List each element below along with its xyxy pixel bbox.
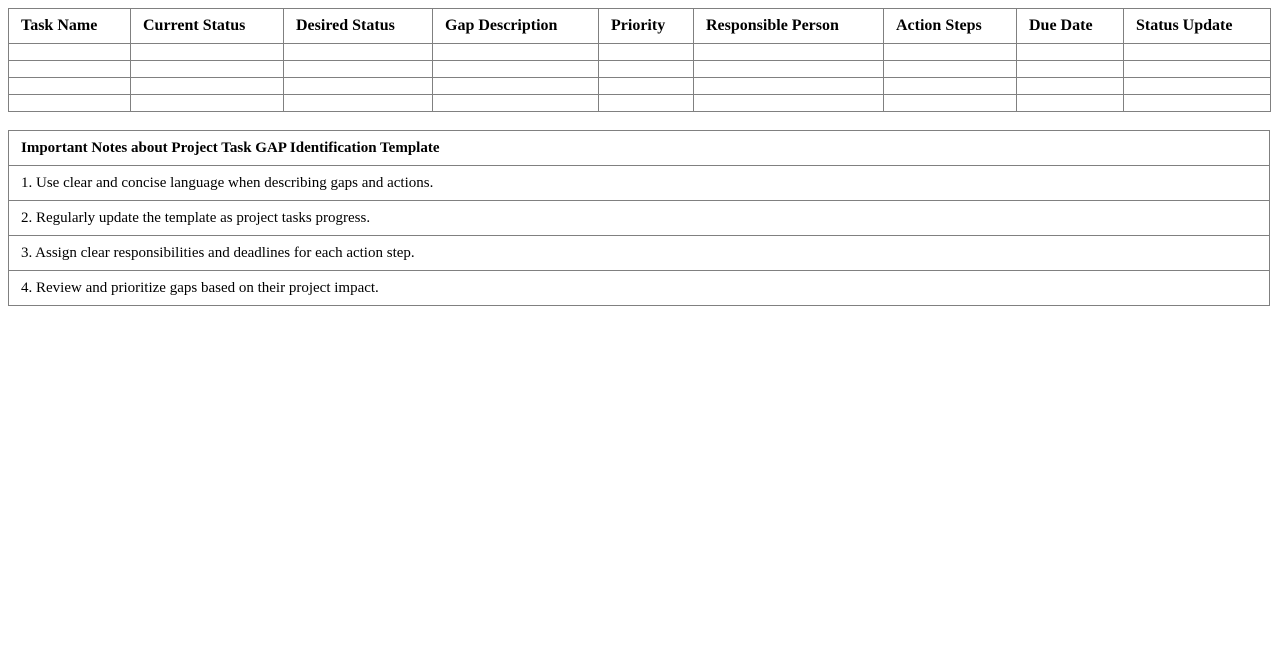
table-cell[interactable] xyxy=(9,78,131,95)
table-cell[interactable] xyxy=(599,44,694,61)
table-cell[interactable] xyxy=(131,78,284,95)
table-cell[interactable] xyxy=(1124,95,1271,112)
table-cell[interactable] xyxy=(1017,61,1124,78)
table-cell[interactable] xyxy=(694,78,884,95)
note-item: 3. Assign clear responsibilities and deadlines for each action step. xyxy=(9,236,1270,271)
table-cell[interactable] xyxy=(1124,61,1271,78)
table-cell[interactable] xyxy=(694,44,884,61)
table-cell[interactable] xyxy=(1124,78,1271,95)
table-cell[interactable] xyxy=(599,95,694,112)
table-cell[interactable] xyxy=(284,78,433,95)
table-cell[interactable] xyxy=(131,61,284,78)
table-row xyxy=(9,44,1271,61)
table-cell[interactable] xyxy=(1017,95,1124,112)
table-cell[interactable] xyxy=(884,61,1017,78)
table-row xyxy=(9,78,1271,95)
table-cell[interactable] xyxy=(433,95,599,112)
column-header-current-status: Current Status xyxy=(131,9,284,44)
table-cell[interactable] xyxy=(1017,44,1124,61)
column-header-priority: Priority xyxy=(599,9,694,44)
note-row xyxy=(9,236,1270,271)
note-row xyxy=(9,201,1270,236)
column-header-desired-status: Desired Status xyxy=(284,9,433,44)
table-cell[interactable] xyxy=(884,44,1017,61)
table-header-row xyxy=(9,9,1271,44)
column-header-task-name: Task Name xyxy=(9,9,131,44)
table-cell[interactable] xyxy=(131,95,284,112)
table-cell[interactable] xyxy=(694,61,884,78)
table-cell[interactable] xyxy=(694,95,884,112)
table-cell[interactable] xyxy=(284,44,433,61)
note-item: 4. Review and prioritize gaps based on their project impact. xyxy=(9,271,1270,306)
column-header-responsible-person: Responsible Person xyxy=(694,9,884,44)
table-cell[interactable] xyxy=(9,95,131,112)
column-header-gap-description: Gap Description xyxy=(433,9,599,44)
table-row xyxy=(9,61,1271,78)
table-cell[interactable] xyxy=(433,61,599,78)
table-cell[interactable] xyxy=(9,61,131,78)
table-cell[interactable] xyxy=(884,95,1017,112)
table-cell[interactable] xyxy=(1124,44,1271,61)
note-item: 2. Regularly update the template as project tasks progress. xyxy=(9,201,1270,236)
column-header-status-update: Status Update xyxy=(1124,9,1271,44)
note-row xyxy=(9,271,1270,306)
important-notes-table xyxy=(8,130,1270,306)
gap-identification-table xyxy=(8,8,1271,112)
table-cell[interactable] xyxy=(284,61,433,78)
table-cell[interactable] xyxy=(284,95,433,112)
table-cell[interactable] xyxy=(1017,78,1124,95)
table-cell[interactable] xyxy=(884,78,1017,95)
table-cell[interactable] xyxy=(433,44,599,61)
table-row xyxy=(9,95,1271,112)
table-cell[interactable] xyxy=(599,78,694,95)
table-cell[interactable] xyxy=(599,61,694,78)
column-header-due-date: Due Date xyxy=(1017,9,1124,44)
table-cell[interactable] xyxy=(9,44,131,61)
note-item: 1. Use clear and concise language when describing gaps and actions. xyxy=(9,166,1270,201)
notes-title-row xyxy=(9,131,1270,166)
notes-title: Important Notes about Project Task GAP Identification Template xyxy=(9,131,1270,166)
table-cell[interactable] xyxy=(433,78,599,95)
column-header-action-steps: Action Steps xyxy=(884,9,1017,44)
table-cell[interactable] xyxy=(131,44,284,61)
note-row xyxy=(9,166,1270,201)
